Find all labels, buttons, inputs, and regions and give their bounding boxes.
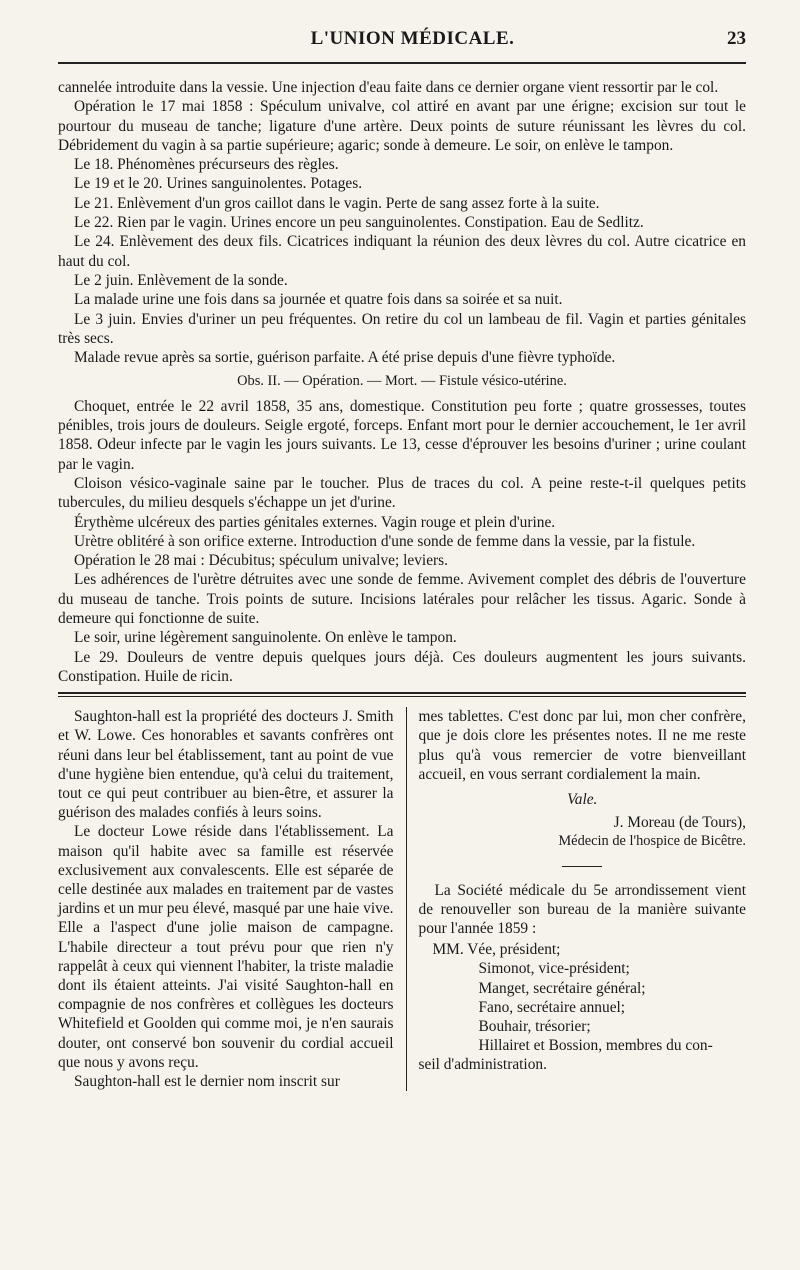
journal-title: L'UNION MÉDICALE. — [310, 28, 515, 49]
paragraph: Le 22. Rien par le vagin. Urines encore un peu sanguinolentes. Constipation. Eau de Sedlitz. — [74, 214, 644, 232]
list-item: Manget, secrétaire général; — [478, 979, 646, 997]
paragraph: cannelée introduite dans la vessie. Une injection d'eau faite dans ce dernier organe vient ressortir par le col. — [58, 79, 719, 96]
page-number: 23 — [727, 28, 746, 49]
paragraph: Le 21. Enlèvement d'un gros caillot dans le vagin. Perte de sang assez forte à la suite. — [74, 194, 600, 212]
right-column — [407, 707, 747, 1091]
list-item: seil d'administration. — [418, 1056, 547, 1074]
society-members-list — [419, 940, 747, 1074]
paragraph: Le 29. Douleurs de ventre depuis quelques jours déjà. Ces douleurs augmentent les jours suivants. Constipation. Huile de ricin. — [58, 648, 746, 685]
paragraph: Le soir, urine légèrement sanguinolente. On enlève le tampon. — [74, 629, 457, 647]
paragraph: Le 3 juin. Envies d'uriner un peu fréquentes. On retire du col un lambeau de fil. Vagin et parties génitales très secs. — [58, 310, 746, 347]
closing-salutation: Vale. — [567, 791, 598, 809]
paragraph: Choquet, entrée le 22 avril 1858, 35 ans, domestique. Constitution peu forte ; quatre grossesses, toutes pénibles, trois jours de douleurs. Seigle ergoté, forceps. Enfant mort pour le dernier accouchement, le 1er avril 1858. Odeur infecte par le vagin les jours suivants. Le 13, cesse d'éprouver les besoins d'uriner ; urine coulant par le vagin. — [58, 397, 746, 473]
list-item: Fano, secrétaire annuel; — [478, 998, 626, 1016]
list-item: Bouhair, trésorier; — [478, 1018, 591, 1036]
running-header — [58, 28, 746, 64]
paragraph: Le 2 juin. Enlèvement de la sonde. — [74, 271, 288, 289]
paragraph: Saughton-hall est la propriété des docteurs J. Smith et W. Lowe. Ces honorables et savants confrères ont réuni dans leur bel établissement, tant au point de vue d'une hygiène bien entendue, qu'à celui du traitement, tout ce qui peut contribuer au bien-être, et assurer la guérison des malades confiés à leurs soins. — [58, 708, 394, 822]
paragraph: La malade urine une fois dans sa journée et quatre fois dans sa soirée et sa nuit. — [74, 291, 563, 309]
feuilleton-columns — [58, 707, 746, 1091]
list-item: MM. Vée, président; — [432, 941, 561, 959]
page — [58, 28, 746, 1091]
author-signature: J. Moreau (de Tours), — [613, 814, 746, 832]
paragraph: Opération le 28 mai : Décubitus; spéculum univalve; leviers. — [74, 552, 448, 570]
observation-heading: Obs. II. — Opération. — Mort. — Fistule vésico-utérine. — [237, 373, 567, 390]
paragraph: Le 24. Enlèvement des deux fils. Cicatrices indiquant la réunion des deux lèvres du col. Autre cicatrice en haut du col. — [58, 233, 746, 270]
paragraph: Saughton-hall est le dernier nom inscrit sur — [74, 1073, 340, 1091]
list-item: Simonot, vice-président; — [478, 960, 630, 978]
article-body — [58, 78, 746, 686]
author-title: Médecin de l'hospice de Bicêtre. — [558, 833, 746, 850]
paragraph: Cloison vésico-vaginale saine par le toucher. Plus de traces du col. A peine reste-t-il quelques petits tubercules, du milieu desquels s'échappe un jet d'urine. — [58, 474, 746, 512]
left-column — [58, 707, 407, 1091]
short-divider — [562, 866, 602, 867]
paragraph: Érythème ulcéreux des parties génitales externes. Vagin rouge et plein d'urine. — [74, 513, 556, 531]
list-item: Hillairet et Bossion, membres du con- — [478, 1037, 713, 1055]
paragraph: Le docteur Lowe réside dans l'établissement. La maison qu'il habite avec sa famille est réservée exclusivement aux convalescents. Elle est séparée de celle destinée aux malades en traitement par de vastes jardins et un mur peu élevé, masqué par une haie vive. Elle a l'aspect d'une jolie maison de campagne. L'habile directeur a tout prévu pour que rien n'y rappelât à ceux qui viennent l'habiter, la triste maladie dont ils étaient atteints. J'ai visité Saughton-hall en compagnie de nos confrères et collègues les docteurs Whitefield et Goolden qui comme moi, je n'en saurais douter, ont conservé bon souvenir du cordial accueil que nous y avons reçu. — [58, 823, 394, 1071]
paragraph: Le 18. Phénomènes précurseurs des règles. — [74, 156, 339, 174]
paragraph: Opération le 17 mai 1858 : Spéculum univalve, col attiré en avant par une érigne; excision sur tout le pourtour du museau de tanche; ligature d'une artère. Deux points de suture réunissant les lèvres du col. Débridement du vagin à sa partie supérieure; agaric; sonde à demeure. Le soir, on enlève le tampon. — [58, 98, 746, 154]
paragraph: mes tablettes. C'est donc par lui, mon cher confrère, que je dois clore les présentes notes. Il ne me reste plus qu'à vous remercier de votre bienveillant accueil, en vous serrant cordialement la main. — [418, 708, 746, 783]
paragraph: Malade revue après sa sortie, guérison parfaite. A été prise depuis d'une fièvre typhoïde. — [74, 349, 616, 367]
paragraph: Les adhérences de l'urètre détruites avec une sonde de femme. Avivement complet des débris de l'ouverture du museau de tanche. Trois points de suture. Incisions latérales pour relâcher les tissus. Agaric. Sonde à demeure qui fonctionne de suite. — [58, 571, 746, 628]
section-divider — [58, 692, 746, 697]
paragraph: La Société médicale du 5e arrondissement vient de renouveller son bureau de la manière suivante pour l'année 1859 : — [418, 881, 746, 938]
paragraph: Urètre oblitéré à son orifice externe. Introduction d'une sonde de femme dans la vessie, par la fistule. — [74, 532, 696, 550]
paragraph: Le 19 et le 20. Urines sanguinolentes. Potages. — [74, 175, 363, 193]
